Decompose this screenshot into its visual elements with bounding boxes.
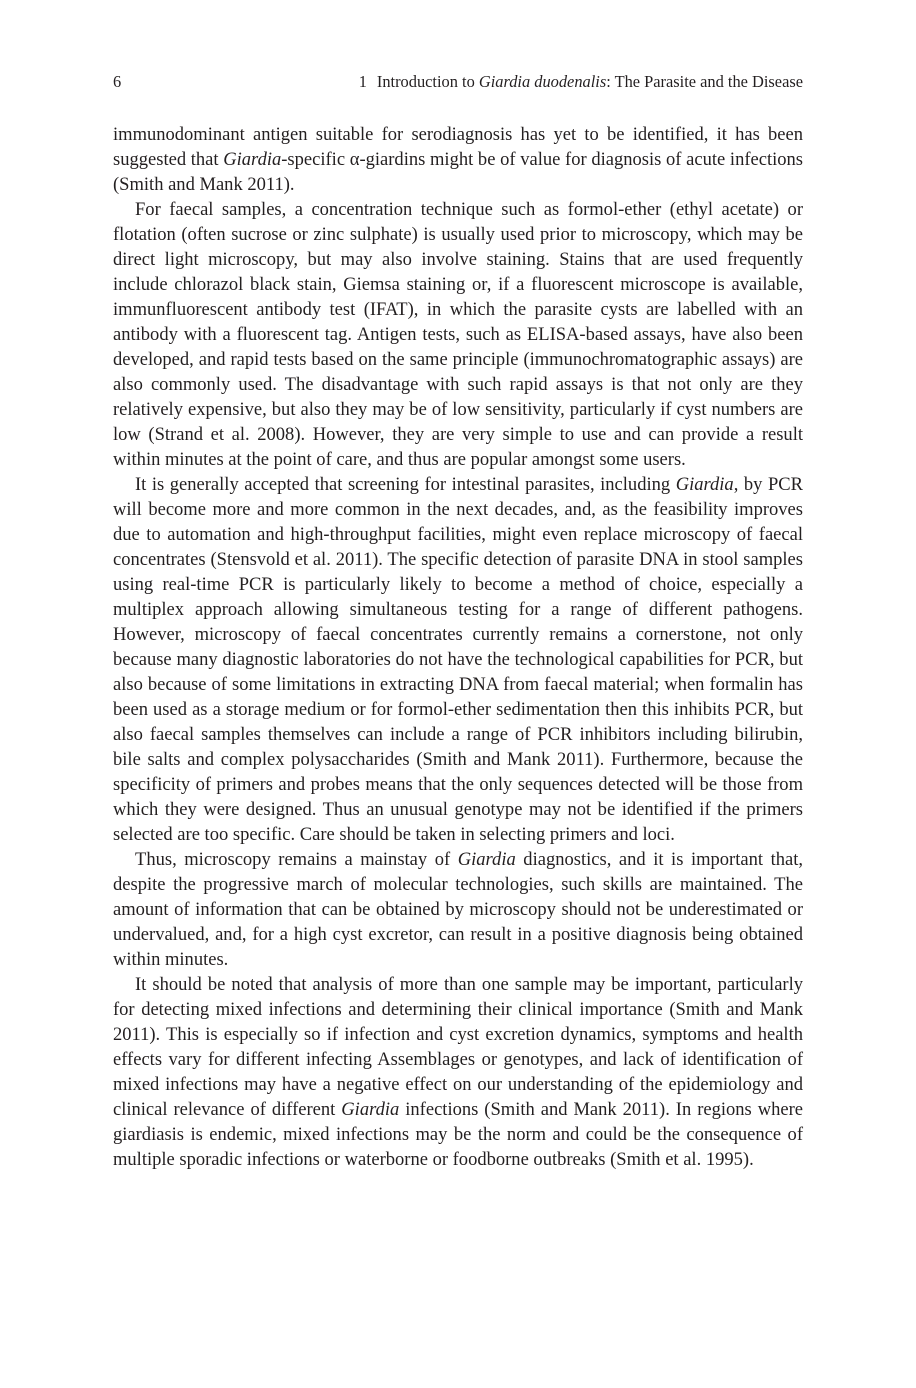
paragraph-text: Thus, microscopy remains a mainstay of	[135, 849, 458, 870]
body-paragraph	[113, 197, 803, 472]
body-paragraph	[113, 472, 803, 847]
italic-term: Giardia	[341, 1099, 400, 1120]
body-paragraph	[113, 122, 803, 197]
page-number: 6	[113, 72, 122, 91]
body-paragraph	[113, 972, 803, 1172]
paragraph-text: It should be noted that analysis of more than one sample may be important, particularly for detecting mixed infections and determining their clinical importance (Smith and Mank 2011). This is especially so if infection and cyst excretion dynamics, symptoms and health effects vary for different infecting Assemblages or genotypes, and lack of identification of mixed infections may have a negative effect on our understanding of the epidemiology and clinical relevance of different	[113, 974, 803, 1120]
chapter-title-prefix: Introduction to	[376, 72, 479, 91]
chapter-number: 1	[358, 72, 367, 91]
book-page	[113, 70, 803, 1172]
paragraph-text: infections (Smith and Mank 2011). In regions where giardiasis is endemic, mixed infections may be the norm and could be the consequence of multiple sporadic infections or waterborne or foodborne outbreaks (Smith et al. 1995).	[113, 1099, 803, 1170]
paragraph-text: diagnostics, and it is important that, despite the progressive march of molecular technologies, such skills are maintained. The amount of information that can be obtained by microscopy should not be underestimated or undervalued, and, for a high cyst excretor, can result in a positive diagnosis being obtained within minutes.	[113, 849, 803, 970]
paragraph-text: immunodominant antigen suitable for serodiagnosis has yet to be identified, it has been suggested that	[113, 124, 803, 170]
running-head	[113, 70, 803, 94]
paragraph-text: , by PCR will become more and more common in the next decades, and, as the feasibility improves due to automation and high-throughput facilities, might even replace microscopy of faecal concentrates (Stensvold et al. 2011). The specific detection of parasite DNA in stool samples using real-time PCR is particularly likely to become a method of choice, especially a multiplex approach allowing simultaneous testing for a range of different pathogens. However, microscopy of faecal concentrates currently remains a cornerstone, not only because many diagnostic laboratories do not have the technological capabilities for PCR, but also because of some limitations in extracting DNA from faecal material; when formalin has been used as a storage medium or for formol-ether sedimentation then this inhibits PCR, but also faecal samples themselves can include a range of PCR inhibitors including bilirubin, bile salts and complex polysaccharides (Smith and Mank 2011). Furthermore, because the specificity of primers and probes means that the only sequences detected will be those from which they were designed. Thus an unusual genotype may not be identified if the primers selected are too specific. Care should be taken in selecting primers and loci.	[113, 474, 803, 845]
paragraph-text: -specific α-giardins might be of value for diagnosis of acute infections (Smith and Mank 2011).	[113, 149, 804, 195]
chapter-title-suffix: : The Parasite and the Disease	[606, 72, 803, 91]
chapter-heading	[359, 70, 803, 94]
italic-term: Giardia	[675, 474, 734, 495]
chapter-title-species: Giardia duodenalis	[478, 72, 607, 91]
body-paragraph	[113, 847, 803, 972]
italic-term: Giardia	[457, 849, 516, 870]
italic-term: Giardia	[223, 149, 282, 170]
paragraph-text: It is generally accepted that screening for intestinal parasites, including	[135, 474, 676, 495]
paragraph-text: For faecal samples, a concentration technique such as formol-ether (ethyl acetate) or flotation (often sucrose or zinc sulphate) is usually used prior to microscopy, which may be direct light microscopy, but may also involve staining. Stains that are used frequently include chlorazol black stain, Giemsa staining or, if a fluorescent microscope is available, immunfluorescent antibody test (IFAT), in which the parasite cysts are labelled with an antibody with a fluorescent tag. Antigen tests, such as ELISA-based assays, have also been developed, and rapid tests based on the same principle (immunochromatographic assays) are also commonly used. The disadvantage with such rapid assays is that not only are they relatively expensive, but also they may be of low sensitivity, particularly if cyst numbers are low (Strand et al. 2008). However, they are very simple to use and can provide a result within minutes at the point of care, and thus are popular amongst some users.	[113, 199, 803, 470]
body-text	[113, 122, 803, 1172]
